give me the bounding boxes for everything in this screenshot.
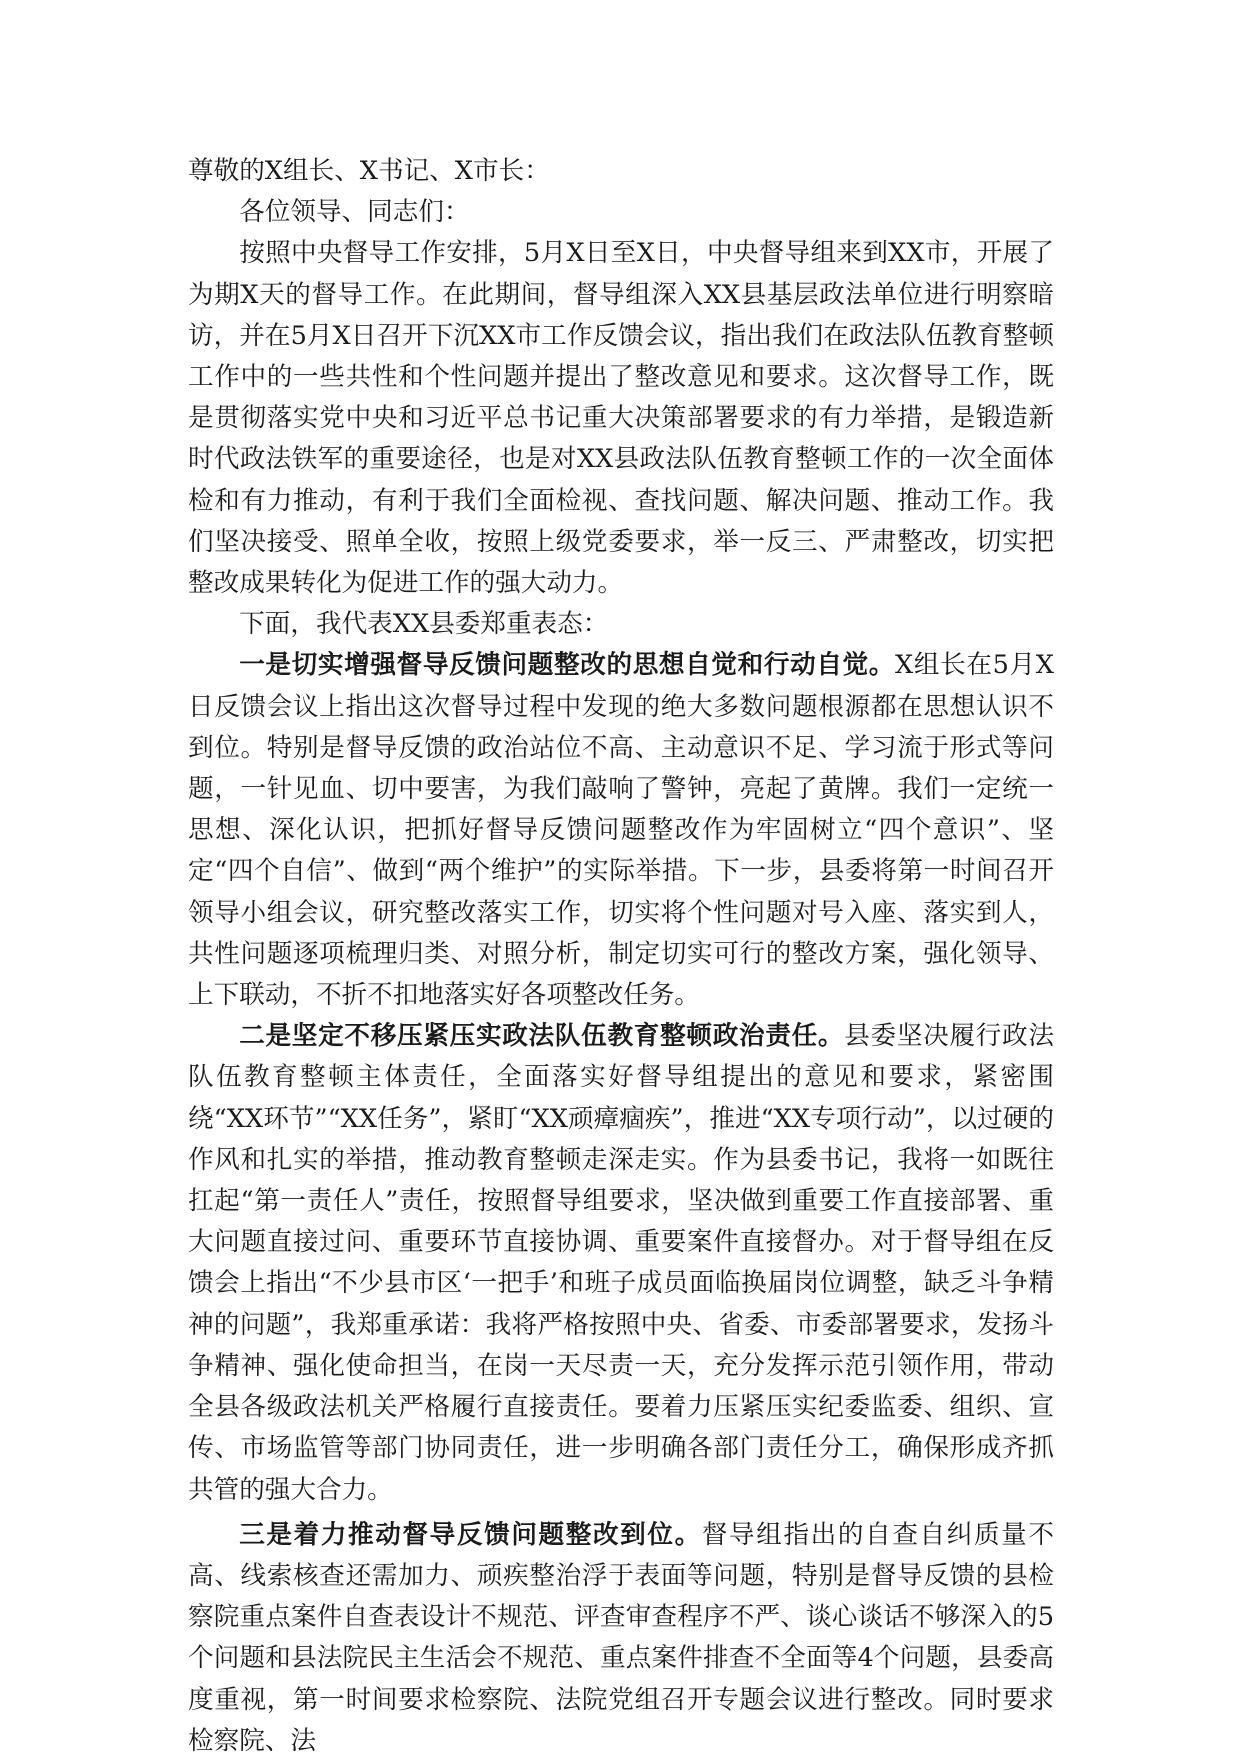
point-1-body: X组长在5月X日反馈会议上指出这次督导过程中发现的绝大多数问题根源都在思想认识不到位。特别是督导反馈的政治站位不高、主动意识不足、学习流于形式等问题，一针见血、切中要害，为我们敲响了警钟，亮起了黄牌。我们一定统一思想、深化认识，把抓好督导反馈问题整改作为牢固树立“四个意识”、坚定“四个自信”、做到“两个维护”的实际举措。下一步，县委将第一时间召开领导小组会议，研究整改落实工作，切实将个性问题对号入座、落实到人，共性问题逐项梳理归类、对照分析，制定切实可行的整改方案，强化领导、上下联动，不折不扣地落实好各项整改任务。 (188, 650, 1054, 1011)
salutation: 尊敬的X组长、X书记、X市长： (188, 156, 550, 186)
document-page (188, 151, 1054, 1762)
transition-paragraph: 下面，我代表XX县委郑重表态： (239, 609, 609, 640)
intro-paragraph: 按照中央督导工作安排，5月X日至X日，中央督导组来到XX市，开展了为期X天的督导工作。在此期间，督导组深入XX县基层政法单位进行明察暗访，并在5月X日召开下沉XX市工作反馈会议，指出我们在政法队伍教育整顿工作中的一些共性和个性问题并提出了整改意见和要求。这次督导工作，既是贯彻落实党中央和习近平总书记重大决策部署要求的有力举措，是锻造新时代政法铁军的重要途径，也是对XX县政法队伍教育整顿工作的一次全面体检和有力推动，有利于我们全面检视、查找问题、解决问题、推动工作。我们坚决接受、照单全收，按照上级党委要求，举一反三、严肃整改，切实把整改成果转化为促进工作的强大动力。 (188, 238, 1054, 599)
point-3-heading: 三是着力推动督导反馈问题整改到位。 (239, 1519, 702, 1550)
point-2-body: 县委坚决履行政法队伍教育整顿主体责任，全面落实好督导组提出的意见和要求，紧密围绕“XX环节”“XX任务”，紧盯“XX顽瘴痼疾”，推进“XX专项行动”，以过硬的作风和扎实的举措，推动教育整顿走深走实。作为县委书记，我将一如既往扛起“第一责任人”责任，按照督导组要求，坚决做到重要工作直接部署、重大问题直接过问、重要环节直接协调、重要案件直接督办。对于督导组在反馈会上指出“不少县市区‘一把手’和班子成员面临换届岗位调整，缺乏斗争精神的问题”，我郑重承诺：我将严格按照中央、省委、市委部署要求，发扬斗争精神、强化使命担当，在岗一天尽责一天，充分发挥示范引领作用，带动全县各级政法机关严格履行直接责任。要着力压紧压实纪委监委、组织、宣传、市场监管等部门协同责任，进一步明确各部门责任分工，确保形成齐抓共管的强大合力。 (188, 1021, 1054, 1505)
point-1-heading: 一是切实增强督导反馈问题整改的思想自觉和行动自觉。 (239, 650, 896, 681)
greeting: 各位领导、同志们： (239, 197, 470, 228)
point-paragraph-1 (188, 645, 1054, 1016)
point-3-body: 督导组指出的自查自纠质量不高、线索核查还需加力、顽疾整治浮于表面等问题，特别是督导反馈的县检察院重点案件自查表设计不规范、评查审查程序不严、谈心谈话不够深入的5个问题和县法院民主生活会不规范、重点案件排查不全面等4个问题，县委高度重视，第一时间要求检察院、法院党组召开专题会议进行整改。同时要求检察院、法 (188, 1519, 1054, 1756)
point-paragraph-3 (188, 1515, 1054, 1762)
point-2-heading: 二是坚定不移压紧压实政法队伍教育整顿政治责任。 (239, 1021, 845, 1052)
point-paragraph-2 (188, 1016, 1054, 1510)
